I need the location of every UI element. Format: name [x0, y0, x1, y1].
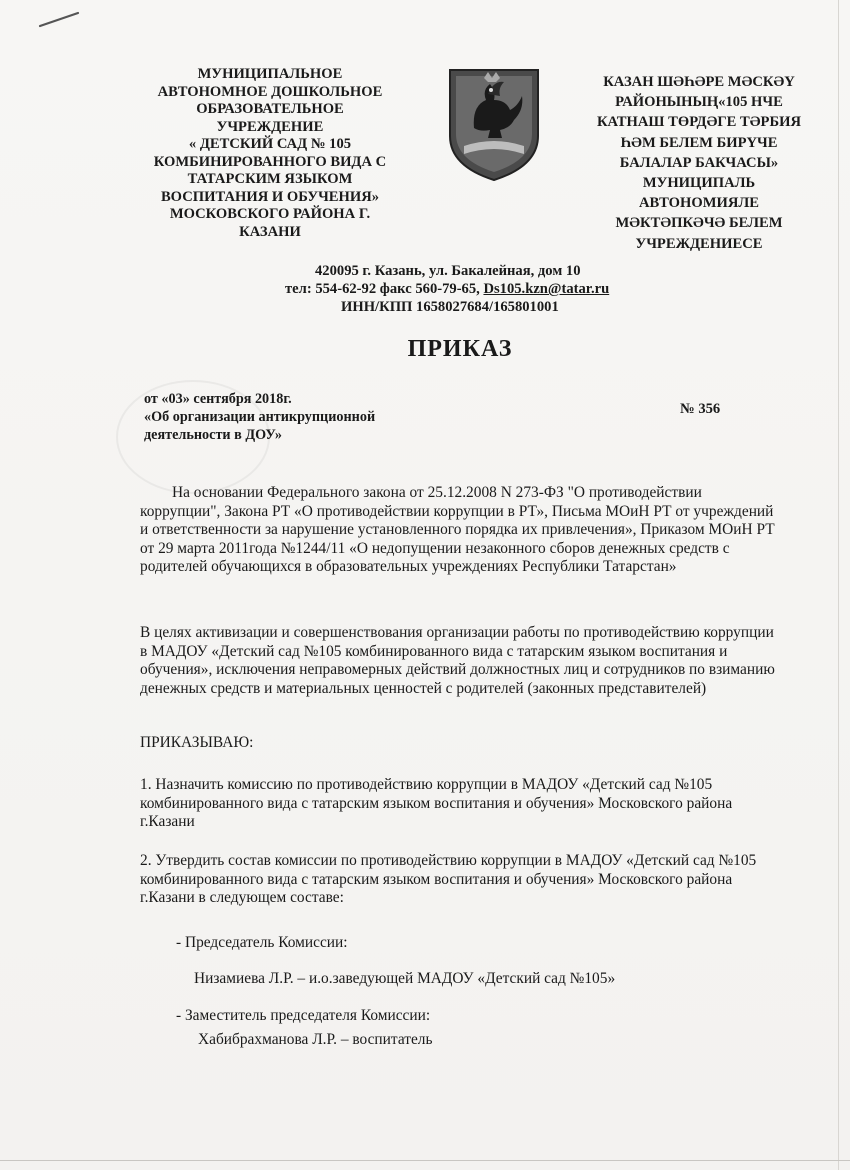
purpose-paragraph: В целях активизации и совершенствования организации работы по противодействию коррупции в МАДОУ «Детский сад №105 комбинированного вида с татарским языком воспитания и обучения», исключения неправомерных действий должностных лиц и сотрудников по взиманию денежных средств и материальных ценностей с родителей (законных представителей) [140, 624, 775, 697]
header-right-line: РАЙОНЫНЫҢ«105 НЧЕ [615, 94, 783, 111]
email-link[interactable]: Ds105.kzn@tatar.ru [483, 281, 610, 297]
commission-member-deputy: Хабибрахманова Л.Р. – воспитатель [198, 1031, 433, 1048]
header-right-line: БАЛАЛАР БАКЧАСЫ» [619, 154, 779, 171]
order-number: № 356 [680, 401, 721, 417]
institution-address-block [275, 262, 695, 316]
order-point-2: 2. Утвердить состав комиссии по противодействию коррупции в МАДОУ «Детский сад №105 комбинированного вида с татарским языком воспитания и обучения» Московского района г.Казани в следующем составе: [140, 852, 757, 907]
phone-fax-text: тел: 554-62-92 факс 560-79-65, [285, 281, 484, 297]
header-left-line: УЧРЕЖДЕНИЕ [216, 118, 324, 135]
order-point-1: 1. Назначить комиссию по противодействию коррупции в МАДОУ «Детский сад №105 комбинированного вида с татарским языком воспитания и обучения» Московского района г.Казани [140, 776, 733, 831]
header-right-line: КАЗАН ШӘҺӘРЕ МӘСКӘҮ [603, 74, 795, 90]
header-left-line: ВОСПИТАНИЯ И ОБУЧЕНИЯ» [160, 188, 380, 205]
order-date: от «03» сентября 2018г. [144, 391, 292, 407]
scan-edge-line [838, 0, 839, 1170]
header-left-line: МУНИЦИПАЛЬНОЕ [197, 66, 343, 82]
address-line: 420095 г. Казань, ул. Бакалейная, дом 10 [315, 263, 581, 279]
header-left-institution-name-russian [120, 66, 420, 241]
kazan-coat-of-arms-icon [444, 66, 544, 184]
header-left-line: АВТОНОМНОЕ ДОШКОЛЬНОЕ [157, 83, 383, 100]
scan-bottom-line [0, 1160, 850, 1161]
header-right-line: МУНИЦИПАЛЬ [642, 175, 756, 192]
commission-role-chair: - Председатель Комиссии: [176, 934, 348, 951]
header-right-line: ҺӘМ БЕЛЕМ БИРҮЧЕ [620, 134, 778, 151]
contact-line [275, 280, 695, 298]
header-right-line: КАТНАШ ТӨРДӘГЕ ТӘРБИЯ [596, 114, 802, 131]
header-left-line: КОМБИНИРОВАННОГО ВИДА С [153, 153, 387, 170]
header-right-line: АВТОНОМИЯЛЕ [639, 195, 759, 212]
tax-id-line: ИНН/КПП 1658027684/165801001 [341, 299, 559, 315]
header-right-institution-name-tatar [568, 72, 830, 254]
header-right-line: МӘКТӘПКӘЧӘ БЕЛЕМ [615, 215, 783, 232]
commission-role-deputy: - Заместитель председателя Комиссии: [176, 1007, 431, 1024]
order-subject: «Об организации антикрупционной деятельности в ДОУ» [144, 409, 376, 443]
header-left-line: КАЗАНИ [239, 223, 301, 240]
header-left-line: ОБРАЗОВАТЕЛЬНОЕ [196, 101, 344, 117]
document-title: ПРИКАЗ [407, 336, 513, 362]
header-left-line: « ДЕТСКИЙ САД № 105 [188, 136, 352, 152]
scan-stroke-mark [38, 10, 82, 30]
preamble-paragraph: На основании Федерального закона от 25.12.2008 N 273-ФЗ "О противодействии коррупции", Закона РТ «О противодействии коррупции в РТ», Письма МОиН РТ от учреждений и ответственности за нарушение установленного порядка их привлечения», Приказом МОиН РТ от 29 марта 2011года №1244/11 «О недопущении незаконного сборов денежных средств с родителей обучающихся в образовательных учреждениях Республики Татарстан» [140, 484, 775, 576]
order-keyword: ПРИКАЗЫВАЮ: [140, 734, 254, 751]
header-left-line: ТАТАРСКИМ ЯЗЫКОМ [187, 171, 353, 187]
header-right-line: УЧРЕЖДЕНИЕСЕ [635, 235, 763, 252]
commission-member-chair: Низамиева Л.Р. – и.о.заведующей МАДОУ «Детский сад №105» [194, 970, 616, 987]
header-left-line: МОСКОВСКОГО РАЙОНА Г. [169, 206, 371, 222]
